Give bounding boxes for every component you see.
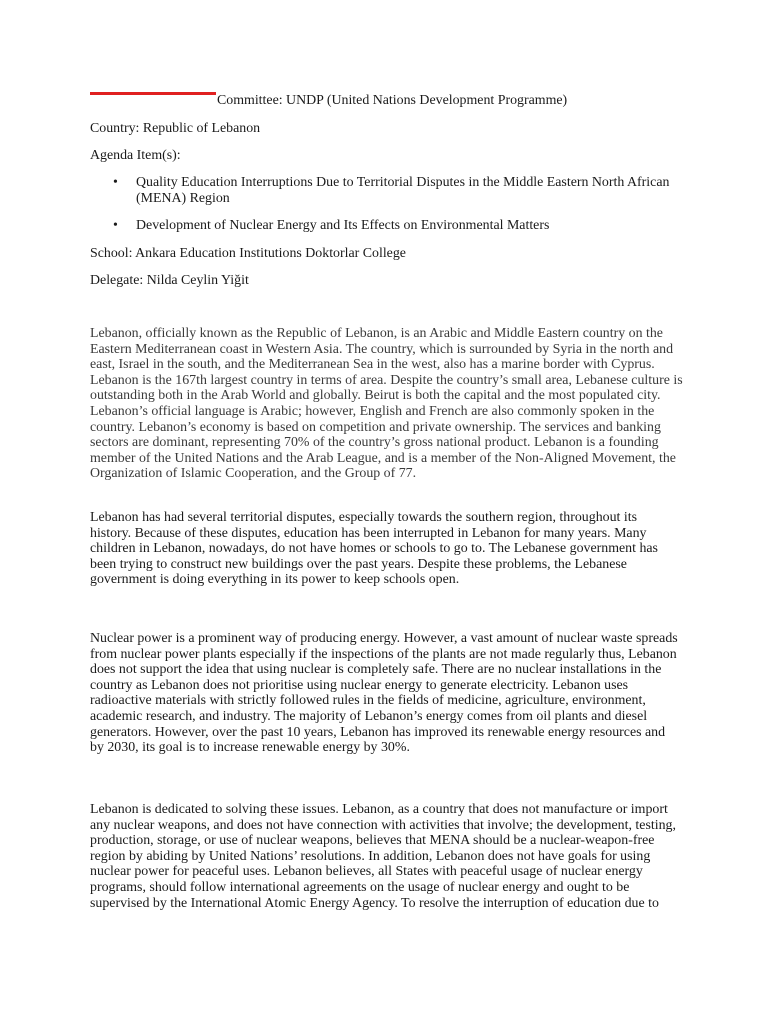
bullet-icon: • [113, 218, 118, 233]
paragraph-nuclear-power: Nuclear power is a prominent way of producing energy. However, a vast amount of nuclear waste spreads from nuclear power plants especially if the inspections of the plants are not made regularly thus, Lebanon does not support the idea that using nuclear is completely safe. There are no nuclear installations in the country as Lebanon does not prioritise using nuclear energy to generate electricity. Lebanon uses radioactive materials with strictly followed rules in the fields of medicine, agriculture, environment, academic research, and industry. The majority of Lebanon’s energy comes from oil plants and diesel generators. However, over the past 10 years, Lebanon has improved its renewable energy resources and by 2030, its goal is to increase renewable energy by 30%. [90, 631, 678, 756]
delegate-line: Delegate: Nilda Ceylin Yiğit [90, 273, 249, 288]
paragraph-territorial-disputes: Lebanon has had several territorial disputes, especially towards the southern region, throughout its history. Because of these disputes, education has been interrupted in Lebanon for many years. Many children in Lebanon, nowadays, do not have homes or schools to go to. The Lebanese government has been trying to construct new buildings over the past years. Despite these problems, the Lebanese government is doing everything in its power to keep schools open. [90, 510, 658, 588]
country-line: Country: Republic of Lebanon [90, 121, 261, 136]
school-line: School: Ankara Education Institutions Doktorlar College [90, 246, 406, 261]
paragraph-overview: Lebanon, officially known as the Republic of Lebanon, is an Arabic and Middle Eastern country on the Eastern Mediterranean coast in Western Asia. The country, which is surrounded by Syria in the north and east, Israel in the south, and the Mediterranean Sea in the west, also has a marine border with Cyprus. Lebanon is the 167th largest country in terms of area. Despite the country’s small area, Lebanese culture is outstanding both in the Arab World and globally. Beirut is both the capital and the most populated city. Lebanon’s official language is Arabic; however, English and French are also commonly spoken in the country. Lebanon’s economy is based on competition and private ownership. The services and banking sectors are dominant, representing 70% of the country’s gross national product. Lebanon is a founding member of the United Nations and the Arab League, and is a member of the Non-Aligned Movement, the Organization of Islamic Cooperation, and the Group of 77. [90, 326, 683, 482]
red-header-rule [90, 92, 216, 95]
agenda-item-2: Development of Nuclear Energy and Its Effects on Environmental Matters [136, 218, 550, 233]
committee-line: Committee: UNDP (United Nations Development Programme) [217, 93, 568, 108]
bullet-icon: • [113, 175, 118, 190]
paragraph-solutions: Lebanon is dedicated to solving these issues. Lebanon, as a country that does not manufacture or import any nuclear weapons, and does not have connection with activities that involve; the development, testing, production, storage, or use of nuclear weapons, believes that MENA should be a nuclear-weapon-free region by abiding by United Nations’ resolutions. In addition, Lebanon does not have goals for using nuclear power for peaceful uses. Lebanon believes, all States with peaceful usage of nuclear energy programs, should follow international agreements on the usage of nuclear energy and ought to be supervised by the International Atomic Energy Agency. To resolve the interruption of education due to [90, 802, 676, 911]
agenda-item-1: Quality Education Interruptions Due to Territorial Disputes in the Middle Eastern North African (MENA) Region [136, 175, 670, 206]
agenda-label: Agenda Item(s): [90, 148, 181, 163]
